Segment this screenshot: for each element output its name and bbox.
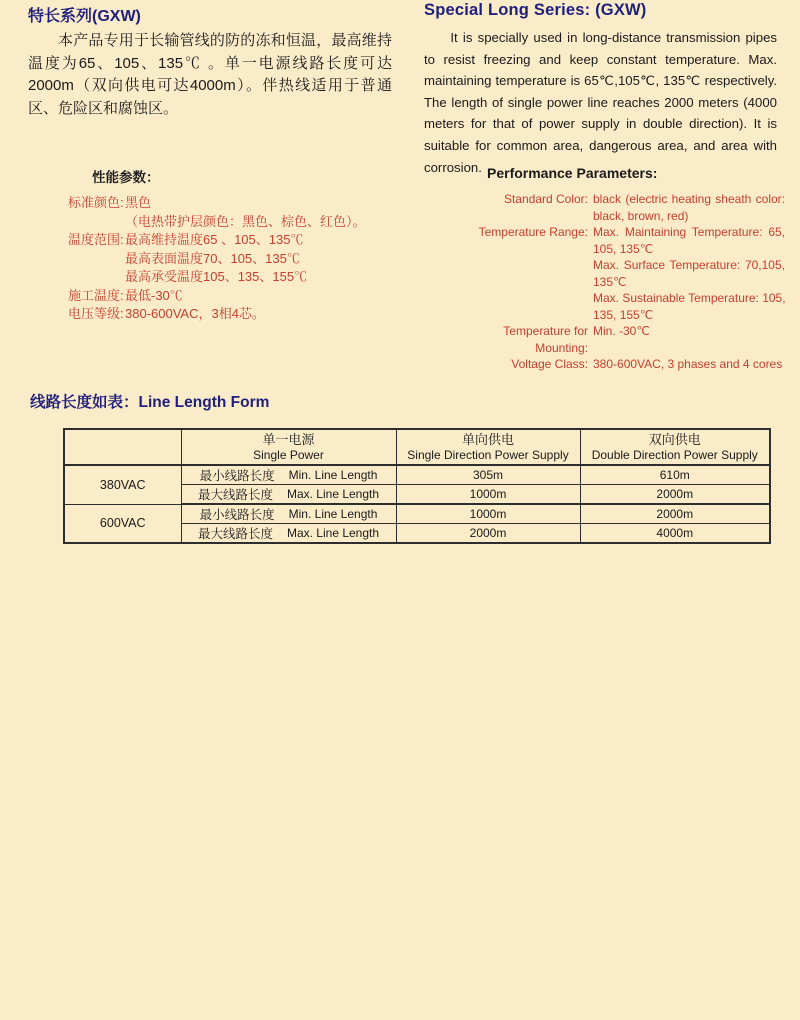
series-description-en: It is specially used in long-distance transmission pipes to resist freezing and keep constant temperature. Max. maintaining temperature is 65℃,105℃, 135℃ respectively. The length of single power line reaches 2000 meters (4000 meters for that of power supply in double direction). It is suitable for common area, dangerous area, and area with corrosion. [424,30,777,175]
metric-label-en: Max. Line Length [286,526,380,540]
param-label: 温度范围: [68,232,124,247]
single-direction-value: 2000m [396,524,580,544]
table-header-row [64,429,770,465]
metric-label-en: Min. Line Length [288,468,378,482]
performance-parameters-title-en: Performance Parameters: [487,165,658,181]
param-line: black, brown, red) [593,208,689,223]
param-line: 最高维持温度65 、105、135℃ [125,232,304,247]
param-item [593,257,785,290]
voltage-cell-600vac: 600VAC [64,504,181,543]
param-line: 135℃ [593,274,627,289]
col-header-cn: 单向供电 [461,432,514,447]
param-line: 380-600VAC, 3 phases and 4 cores [593,357,783,371]
line-length-table-wrapper [63,428,771,544]
param-value [125,231,307,287]
param-row-mounting-temperature-cn [68,287,366,306]
performance-parameters-title-cn: 性能参数： [92,170,160,185]
param-line: 135, 155℃ [593,307,654,322]
param-value [593,224,785,323]
param-line: 最高承受温度105、135、155℃ [125,269,308,284]
metric-cell [181,485,396,505]
param-row-temperature-range-en [456,224,785,323]
param-row-voltage-class-cn [68,305,366,324]
param-line: 最高表面温度70、105、135℃ [125,250,300,266]
voltage-cell-380vac: 380VAC [64,465,181,504]
col-header-cn: 双向供电 [648,432,701,447]
col-header-en: Double Direction Power Supply [591,448,758,462]
param-label: Voltage Class: [511,357,588,371]
double-direction-value: 2000m [580,485,770,505]
line-length-table [63,428,771,544]
param-row-temperature-range-cn [68,231,366,287]
corner-cell [64,429,181,465]
metric-cell [181,504,396,524]
double-direction-value: 2000m [580,504,770,524]
param-item [593,290,785,323]
param-line: （电热带护层颜色：黑色、棕色、红色）。 [125,213,366,229]
line-length-section-title: 线路长度如表：Line Length Form [30,394,270,411]
param-value [125,305,265,324]
param-row-voltage-class-en [456,356,785,373]
metric-label-en: Max. Line Length [286,487,380,501]
metric-label-cn: 最大线路长度 [197,527,273,541]
series-title-en: Special Long Series: (GXW) [424,1,647,19]
param-value [593,191,785,224]
col-header-double-direction [580,429,770,465]
double-direction-value: 4000m [580,524,770,544]
param-item [593,224,785,257]
param-item [593,356,785,373]
param-label: Standard Color: [503,192,588,206]
col-header-single-power [181,429,396,465]
metric-label-cn: 最大线路长度 [197,488,273,502]
param-value [593,323,785,356]
performance-parameters-list-cn [68,194,366,324]
series-title-cn: 特长系列(GXW) [28,8,141,25]
performance-parameters-list-en [456,191,785,373]
param-line: Min. -30℃ [593,324,650,338]
param-line: 105, 135℃ [593,241,654,256]
param-label: 施工温度: [68,287,124,303]
metric-label-en: Min. Line Length [288,507,378,521]
param-item [593,323,785,340]
param-item [593,191,785,224]
param-row-mounting-temperature-en [456,323,785,356]
single-direction-value: 1000m [396,485,580,505]
col-header-cn: 单一电源 [262,432,315,447]
param-row-standard-color-cn [68,194,366,231]
param-label: 标准颜色: [68,195,124,210]
col-header-single-direction [396,429,580,465]
param-value [593,356,785,373]
metric-cell [181,524,396,544]
single-direction-value: 305m [396,465,580,485]
col-header-en: Single Direction Power Supply [407,448,569,462]
metric-label-cn: 最小线路长度 [199,469,275,483]
param-label: Temperature for Mounting: [503,324,588,355]
param-row-standard-color-en [456,191,785,224]
table-row-380-min [64,465,770,485]
table-row-600-min [64,504,770,524]
param-line: Max. Maintaining Temperature: 65, [593,225,785,239]
param-line: black (electric heating sheath color: [593,192,785,206]
param-line: Max. Surface Temperature: 70,105, [593,258,785,272]
double-direction-value: 610m [580,465,770,485]
param-line: 黑色 [125,195,152,210]
param-label: Temperature Range: [478,225,588,239]
metric-label-cn: 最小线路长度 [199,508,275,522]
param-label: 电压等级: [68,306,124,321]
single-direction-value: 1000m [396,504,580,524]
metric-cell [181,465,396,485]
param-line: 最低-30℃ [125,287,183,303]
param-line: Max. Sustainable Temperature: 105, [593,291,786,305]
param-value [125,287,183,306]
param-line: 380-600VAC，3相4芯。 [125,306,265,321]
series-description-cn: 本产品专用于长输管线的防的冻和恒温，最高维持温度为65、105、135℃ 。单一电源线路长度可达2000m（双向供电可达4000m）。伴热线适用于普通区、危险区和腐蚀区。 [28,32,392,117]
param-value [125,194,366,231]
col-header-en: Single Power [253,448,324,462]
